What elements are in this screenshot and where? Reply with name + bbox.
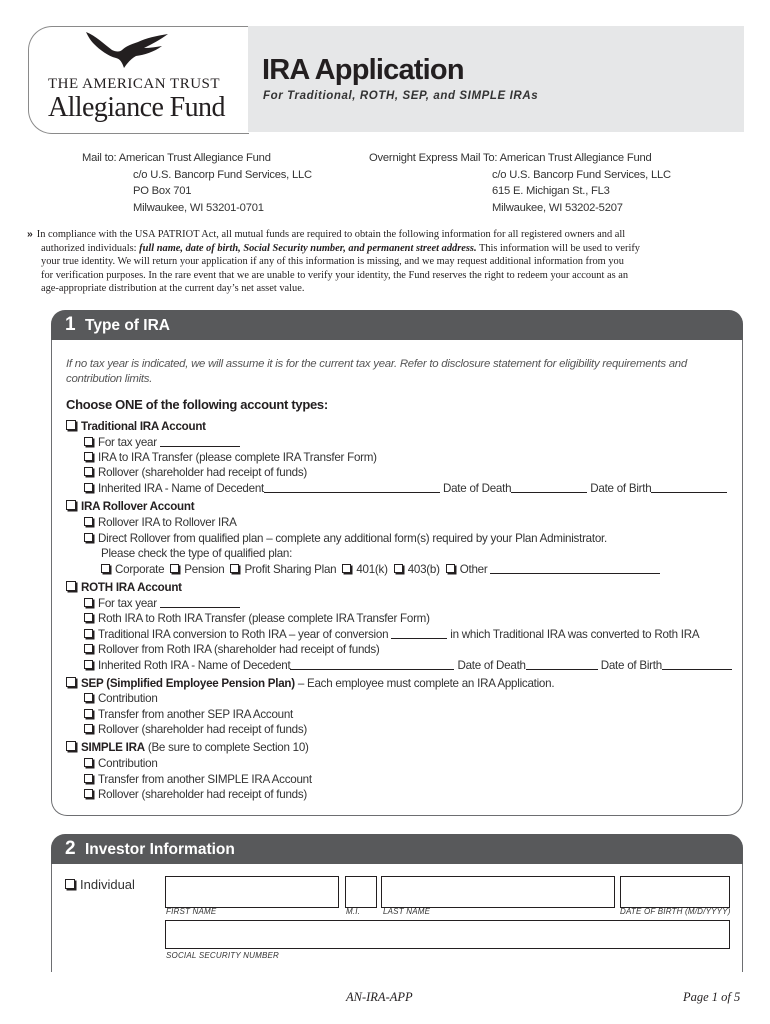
- sep-checkbox[interactable]: [66, 677, 76, 687]
- roth-ira-checkbox[interactable]: [66, 581, 76, 591]
- conversion-year-blank[interactable]: [391, 628, 447, 639]
- tax-year-blank[interactable]: [160, 436, 240, 447]
- patriot-act-notice: » In compliance with the USA PATRIOT Act, all mutual funds are required to obtain the following information for all registered owners and all authorized individuals: full name, date of birth, Social Security number, and permanent street address. This information will be used to verify your true identity. We will return your application if any of this information is missing, and we may request additional information from you for verification purposes. In the rare event that we are unable to verify your identity, the Fund reserves the right to redeem your account as an age-appropriate distribution at the current day’s net asset value.: [27, 229, 640, 295]
- mail-line2: c/o U.S. Bancorp Fund Services, LLC: [133, 168, 312, 181]
- simple-opt1[interactable]: Contribution: [84, 757, 158, 770]
- mi-field[interactable]: [345, 876, 377, 908]
- simple-checkbox[interactable]: [66, 741, 76, 751]
- last-name-field[interactable]: [381, 876, 615, 908]
- checkbox[interactable]: [84, 644, 93, 653]
- express-line4: Milwaukee, WI 53202-5207: [492, 201, 623, 214]
- roth-ira-option[interactable]: ROTH IRA Account: [66, 581, 182, 594]
- first-name-label: FIRST NAME: [166, 907, 217, 916]
- checkbox[interactable]: [342, 564, 351, 573]
- section-1-header: [51, 310, 743, 340]
- ssn-field[interactable]: [165, 920, 730, 949]
- traditional-ira-checkbox[interactable]: [66, 420, 76, 430]
- decedent-name-blank[interactable]: [290, 659, 454, 670]
- checkbox[interactable]: [84, 709, 93, 718]
- checkbox[interactable]: [84, 693, 93, 702]
- express-line1: American Trust Allegiance Fund: [499, 152, 652, 164]
- page-subtitle: For Traditional, ROTH, SEP, and SIMPLE IRAs: [263, 90, 539, 102]
- decedent-name-blank[interactable]: [264, 482, 440, 493]
- dob-label: DATE OF BIRTH (M/D/YYYY): [620, 907, 731, 916]
- rollover-ira-checkbox[interactable]: [66, 500, 76, 510]
- individual-checkbox[interactable]: [65, 879, 75, 889]
- date-of-birth-blank[interactable]: [651, 482, 727, 493]
- section-2-number: 2: [65, 838, 76, 859]
- trad-inherited-option[interactable]: Inherited IRA - Name of Decedent Date of Death Date of Birth: [84, 482, 727, 495]
- trad-tax-year-option[interactable]: For tax year: [84, 436, 240, 449]
- logo-line1: THE AMERICAN TRUST: [48, 76, 221, 92]
- rollover-opt1[interactable]: Rollover IRA to Rollover IRA: [84, 516, 237, 529]
- section-2-title: Investor Information: [85, 841, 235, 858]
- express-label: Overnight Express Mail To:: [369, 152, 498, 164]
- mail-address: [82, 150, 312, 216]
- individual-option[interactable]: Individual: [65, 877, 135, 892]
- checkbox[interactable]: [84, 613, 93, 622]
- first-name-field[interactable]: [165, 876, 339, 908]
- date-of-death-blank[interactable]: [511, 482, 587, 493]
- express-line2: c/o U.S. Bancorp Fund Services, LLC: [492, 168, 671, 181]
- choose-heading: Choose ONE of the following account types:: [66, 397, 328, 412]
- traditional-ira-option[interactable]: Traditional IRA Account: [66, 420, 206, 433]
- mail-line3: PO Box 701: [133, 185, 192, 197]
- eagle-logo-icon: [82, 28, 172, 70]
- simple-opt2[interactable]: Transfer from another SIMPLE IRA Account: [84, 773, 312, 786]
- date-of-death-blank[interactable]: [526, 659, 598, 670]
- checkbox[interactable]: [84, 533, 93, 542]
- simple-ira-option[interactable]: SIMPLE IRA (Be sure to complete Section 10): [66, 741, 309, 754]
- section-1-title: Type of IRA: [85, 317, 170, 334]
- rollover-ira-option[interactable]: IRA Rollover Account: [66, 500, 194, 513]
- checkbox[interactable]: [84, 758, 93, 767]
- sep-opt1[interactable]: Contribution: [84, 692, 158, 705]
- express-line3: 615 E. Michigan St., FL3: [492, 185, 610, 197]
- chevron-icon: »: [27, 229, 33, 240]
- checkbox[interactable]: [84, 789, 93, 798]
- checkbox[interactable]: [84, 660, 93, 669]
- mail-line1: American Trust Allegiance Fund: [118, 152, 271, 164]
- checkbox[interactable]: [84, 517, 93, 526]
- section-1-note: If no tax year is indicated, we will assume it is for the current tax year. Refer to disclosure statement for eligibility requirements and contribution limits.: [66, 358, 687, 385]
- trad-rollover-option[interactable]: Rollover (shareholder had receipt of funds): [84, 466, 307, 479]
- checkbox[interactable]: [446, 564, 455, 573]
- mail-line4: Milwaukee, WI 53201-0701: [133, 201, 264, 214]
- profit-sharing-option[interactable]: Profit Sharing Plan: [230, 563, 336, 576]
- page-number: Page 1 of 5: [683, 990, 741, 1004]
- checkbox[interactable]: [101, 564, 110, 573]
- roth-inherited-option[interactable]: Inherited Roth IRA - Name of Decedent Date of Death Date of Birth: [84, 659, 732, 672]
- checkbox[interactable]: [84, 467, 93, 476]
- tax-year-blank[interactable]: [160, 597, 240, 608]
- checkbox[interactable]: [84, 483, 93, 492]
- checkbox[interactable]: [84, 629, 93, 638]
- other-plan-blank[interactable]: [490, 563, 660, 574]
- form-code: AN-IRA-APP: [346, 990, 413, 1004]
- express-address: [369, 150, 671, 216]
- plan-type-prompt: Please check the type of qualified plan:: [101, 547, 293, 560]
- sep-opt2[interactable]: Transfer from another SEP IRA Account: [84, 708, 293, 721]
- sep-opt3[interactable]: Rollover (shareholder had receipt of funds): [84, 723, 307, 736]
- roth-rollover-option[interactable]: Rollover from Roth IRA (shareholder had receipt of funds): [84, 643, 380, 656]
- ssn-label: SOCIAL SECURITY NUMBER: [166, 951, 280, 960]
- other-option[interactable]: Other: [446, 563, 661, 576]
- 401k-option[interactable]: 401(k): [342, 563, 387, 576]
- simple-opt3[interactable]: Rollover (shareholder had receipt of funds): [84, 788, 307, 801]
- roth-conversion-option[interactable]: Traditional IRA conversion to Roth IRA – year of conversion in which Traditional IRA was converted to Roth IRA: [84, 628, 699, 641]
- date-of-birth-blank[interactable]: [662, 659, 732, 670]
- 403b-option[interactable]: 403(b): [394, 563, 440, 576]
- checkbox[interactable]: [84, 437, 93, 446]
- rollover-opt2[interactable]: Direct Rollover from qualified plan – complete any additional form(s) required by your Plan Administrator.: [84, 532, 607, 545]
- checkbox[interactable]: [84, 774, 93, 783]
- corporate-option[interactable]: Corporate: [101, 563, 164, 576]
- plan-type-options: [101, 563, 660, 576]
- checkbox[interactable]: [84, 452, 93, 461]
- trad-transfer-option[interactable]: IRA to IRA Transfer (please complete IRA Transfer Form): [84, 451, 377, 464]
- checkbox[interactable]: [84, 598, 93, 607]
- last-name-label: LAST NAME: [383, 907, 431, 916]
- mail-label: Mail to:: [82, 152, 117, 164]
- sep-ira-option[interactable]: SEP (Simplified Employee Pension Plan) – Each employee must complete an IRA Application.: [66, 677, 554, 690]
- checkbox[interactable]: [170, 564, 179, 573]
- checkbox[interactable]: [394, 564, 403, 573]
- roth-tax-year-option[interactable]: For tax year: [84, 597, 240, 610]
- section-1-number: 1: [65, 314, 76, 335]
- pension-option[interactable]: Pension: [170, 563, 224, 576]
- checkbox[interactable]: [230, 564, 239, 573]
- logo-line2: Allegiance Fund: [48, 92, 225, 123]
- dob-field[interactable]: [620, 876, 730, 908]
- checkbox[interactable]: [84, 724, 93, 733]
- roth-transfer-option[interactable]: Roth IRA to Roth IRA Transfer (please complete IRA Transfer Form): [84, 612, 430, 625]
- section-2-header: [51, 834, 743, 864]
- page-title: IRA Application: [262, 54, 464, 86]
- mi-label: M.I.: [346, 907, 361, 916]
